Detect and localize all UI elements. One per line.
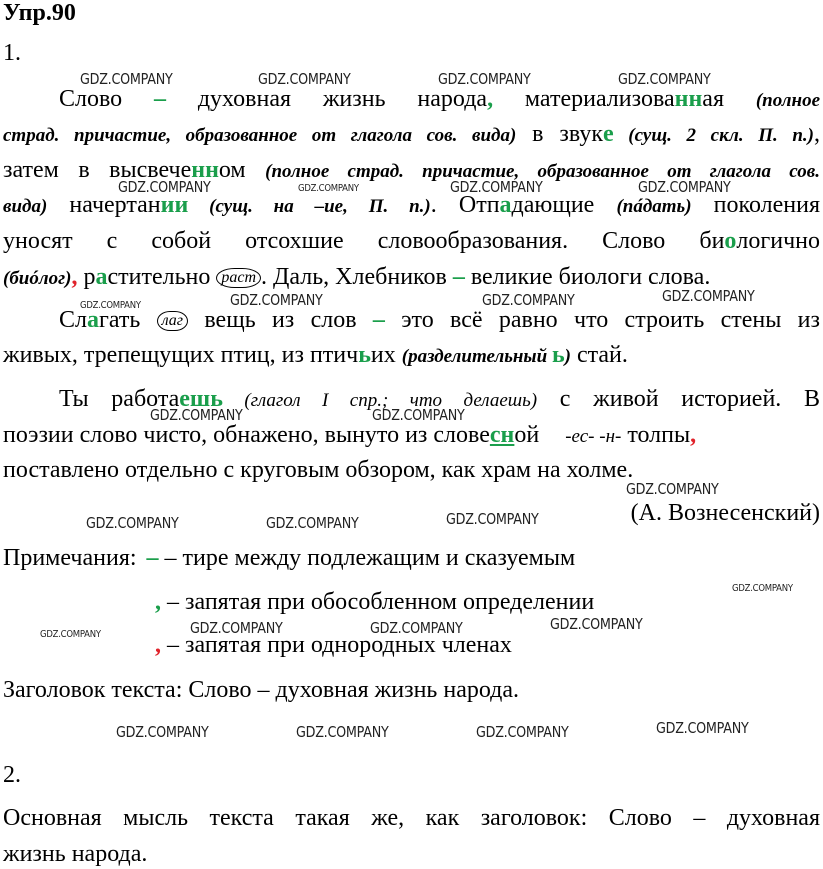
- text-line-1: Слово – духовная жизнь народа, материализованная (полное: [59, 86, 820, 112]
- watermark: GDZ.COMPANY: [370, 619, 463, 637]
- watermark: GDZ.COMPANY: [550, 615, 643, 633]
- watermark: GDZ.COMPANY: [230, 291, 323, 309]
- root-mark: раст: [216, 268, 261, 288]
- part-number-2: 2.: [3, 762, 21, 788]
- title-statement: Заголовок текста: Слово – духовная жизнь народа.: [3, 677, 520, 703]
- watermark: GDZ.COMPANY: [86, 514, 179, 532]
- watermark: GDZ.COMPANY: [298, 183, 359, 194]
- text-line-6: (биóлог), растительно раст . Даль, Хлебников – великие биологи слова.: [3, 264, 711, 290]
- watermark: GDZ.COMPANY: [476, 723, 569, 741]
- text-line-8: живых, трепещущих птиц, из птичьих (разделительный ь) стай.: [3, 342, 628, 368]
- watermark: GDZ.COMPANY: [258, 70, 351, 88]
- watermark: GDZ.COMPANY: [40, 629, 101, 640]
- text-line-4: вида) начертании (сущ. на –ие, П. п.). Отпадающие (пáдать) поколения: [3, 192, 820, 218]
- text-line-11: поставлено отдельно с круговым обзором, как храм на холме.: [3, 457, 634, 483]
- author: (А. Вознесенский): [630, 500, 820, 526]
- watermark: GDZ.COMPANY: [372, 406, 465, 424]
- watermark: GDZ.COMPANY: [296, 723, 389, 741]
- watermark: GDZ.COMPANY: [450, 178, 543, 196]
- watermark: GDZ.COMPANY: [626, 480, 719, 498]
- watermark: GDZ.COMPANY: [482, 291, 575, 309]
- watermark: GDZ.COMPANY: [662, 287, 755, 305]
- watermark: GDZ.COMPANY: [150, 406, 243, 424]
- watermark: GDZ.COMPANY: [116, 723, 209, 741]
- notes-line-2: , – запятая при обособленном определении: [155, 589, 595, 615]
- watermark: GDZ.COMPANY: [266, 514, 359, 532]
- text-line-3: затем в высвеченном (полное страд. причастие, образованное от глагола сов.: [3, 157, 820, 183]
- suffix-mark: -ес- -н-: [565, 426, 622, 447]
- watermark: GDZ.COMPANY: [438, 70, 531, 88]
- root-mark: лаг: [157, 311, 188, 331]
- text-line-9: Ты работаешь (глагол I спр.; что делаешь) с живой историей. В: [59, 386, 820, 412]
- main-idea-line-2: жизнь народа.: [3, 841, 148, 867]
- text-line-10: поэзии слово чисто, обнажено, вынуто из словесной -ес- -н- толпы,: [3, 422, 697, 448]
- part-number-1: 1.: [3, 40, 21, 66]
- watermark: GDZ.COMPANY: [656, 719, 749, 737]
- notes-line-3: , – запятая при однородных членах: [155, 632, 512, 658]
- text-line-5: уносят с собой отсохшие словообразования. Слово биологично: [3, 228, 820, 254]
- text-line-7: Слагать лаг вещь из слов – это всё равно что строить стены из: [59, 307, 821, 333]
- exercise-title: Упр.90: [3, 0, 76, 26]
- watermark: GDZ.COMPANY: [80, 300, 141, 311]
- watermark: GDZ.COMPANY: [618, 70, 711, 88]
- text-line-2: страд. причастие, образованное от глагола сов. вида) в звуке (сущ. 2 скл. П. п.),: [3, 121, 820, 147]
- main-idea-line-1: Основная мысль текста такая же, как заголовок: Слово – духовная: [3, 805, 820, 831]
- watermark: GDZ.COMPANY: [638, 178, 731, 196]
- watermark: GDZ.COMPANY: [80, 70, 173, 88]
- notes-line-1: Примечания: – – тире между подлежащим и сказуемым: [3, 545, 576, 571]
- watermark: GDZ.COMPANY: [446, 510, 539, 528]
- watermark: GDZ.COMPANY: [190, 619, 283, 637]
- watermark: GDZ.COMPANY: [732, 583, 793, 594]
- watermark: GDZ.COMPANY: [118, 178, 211, 196]
